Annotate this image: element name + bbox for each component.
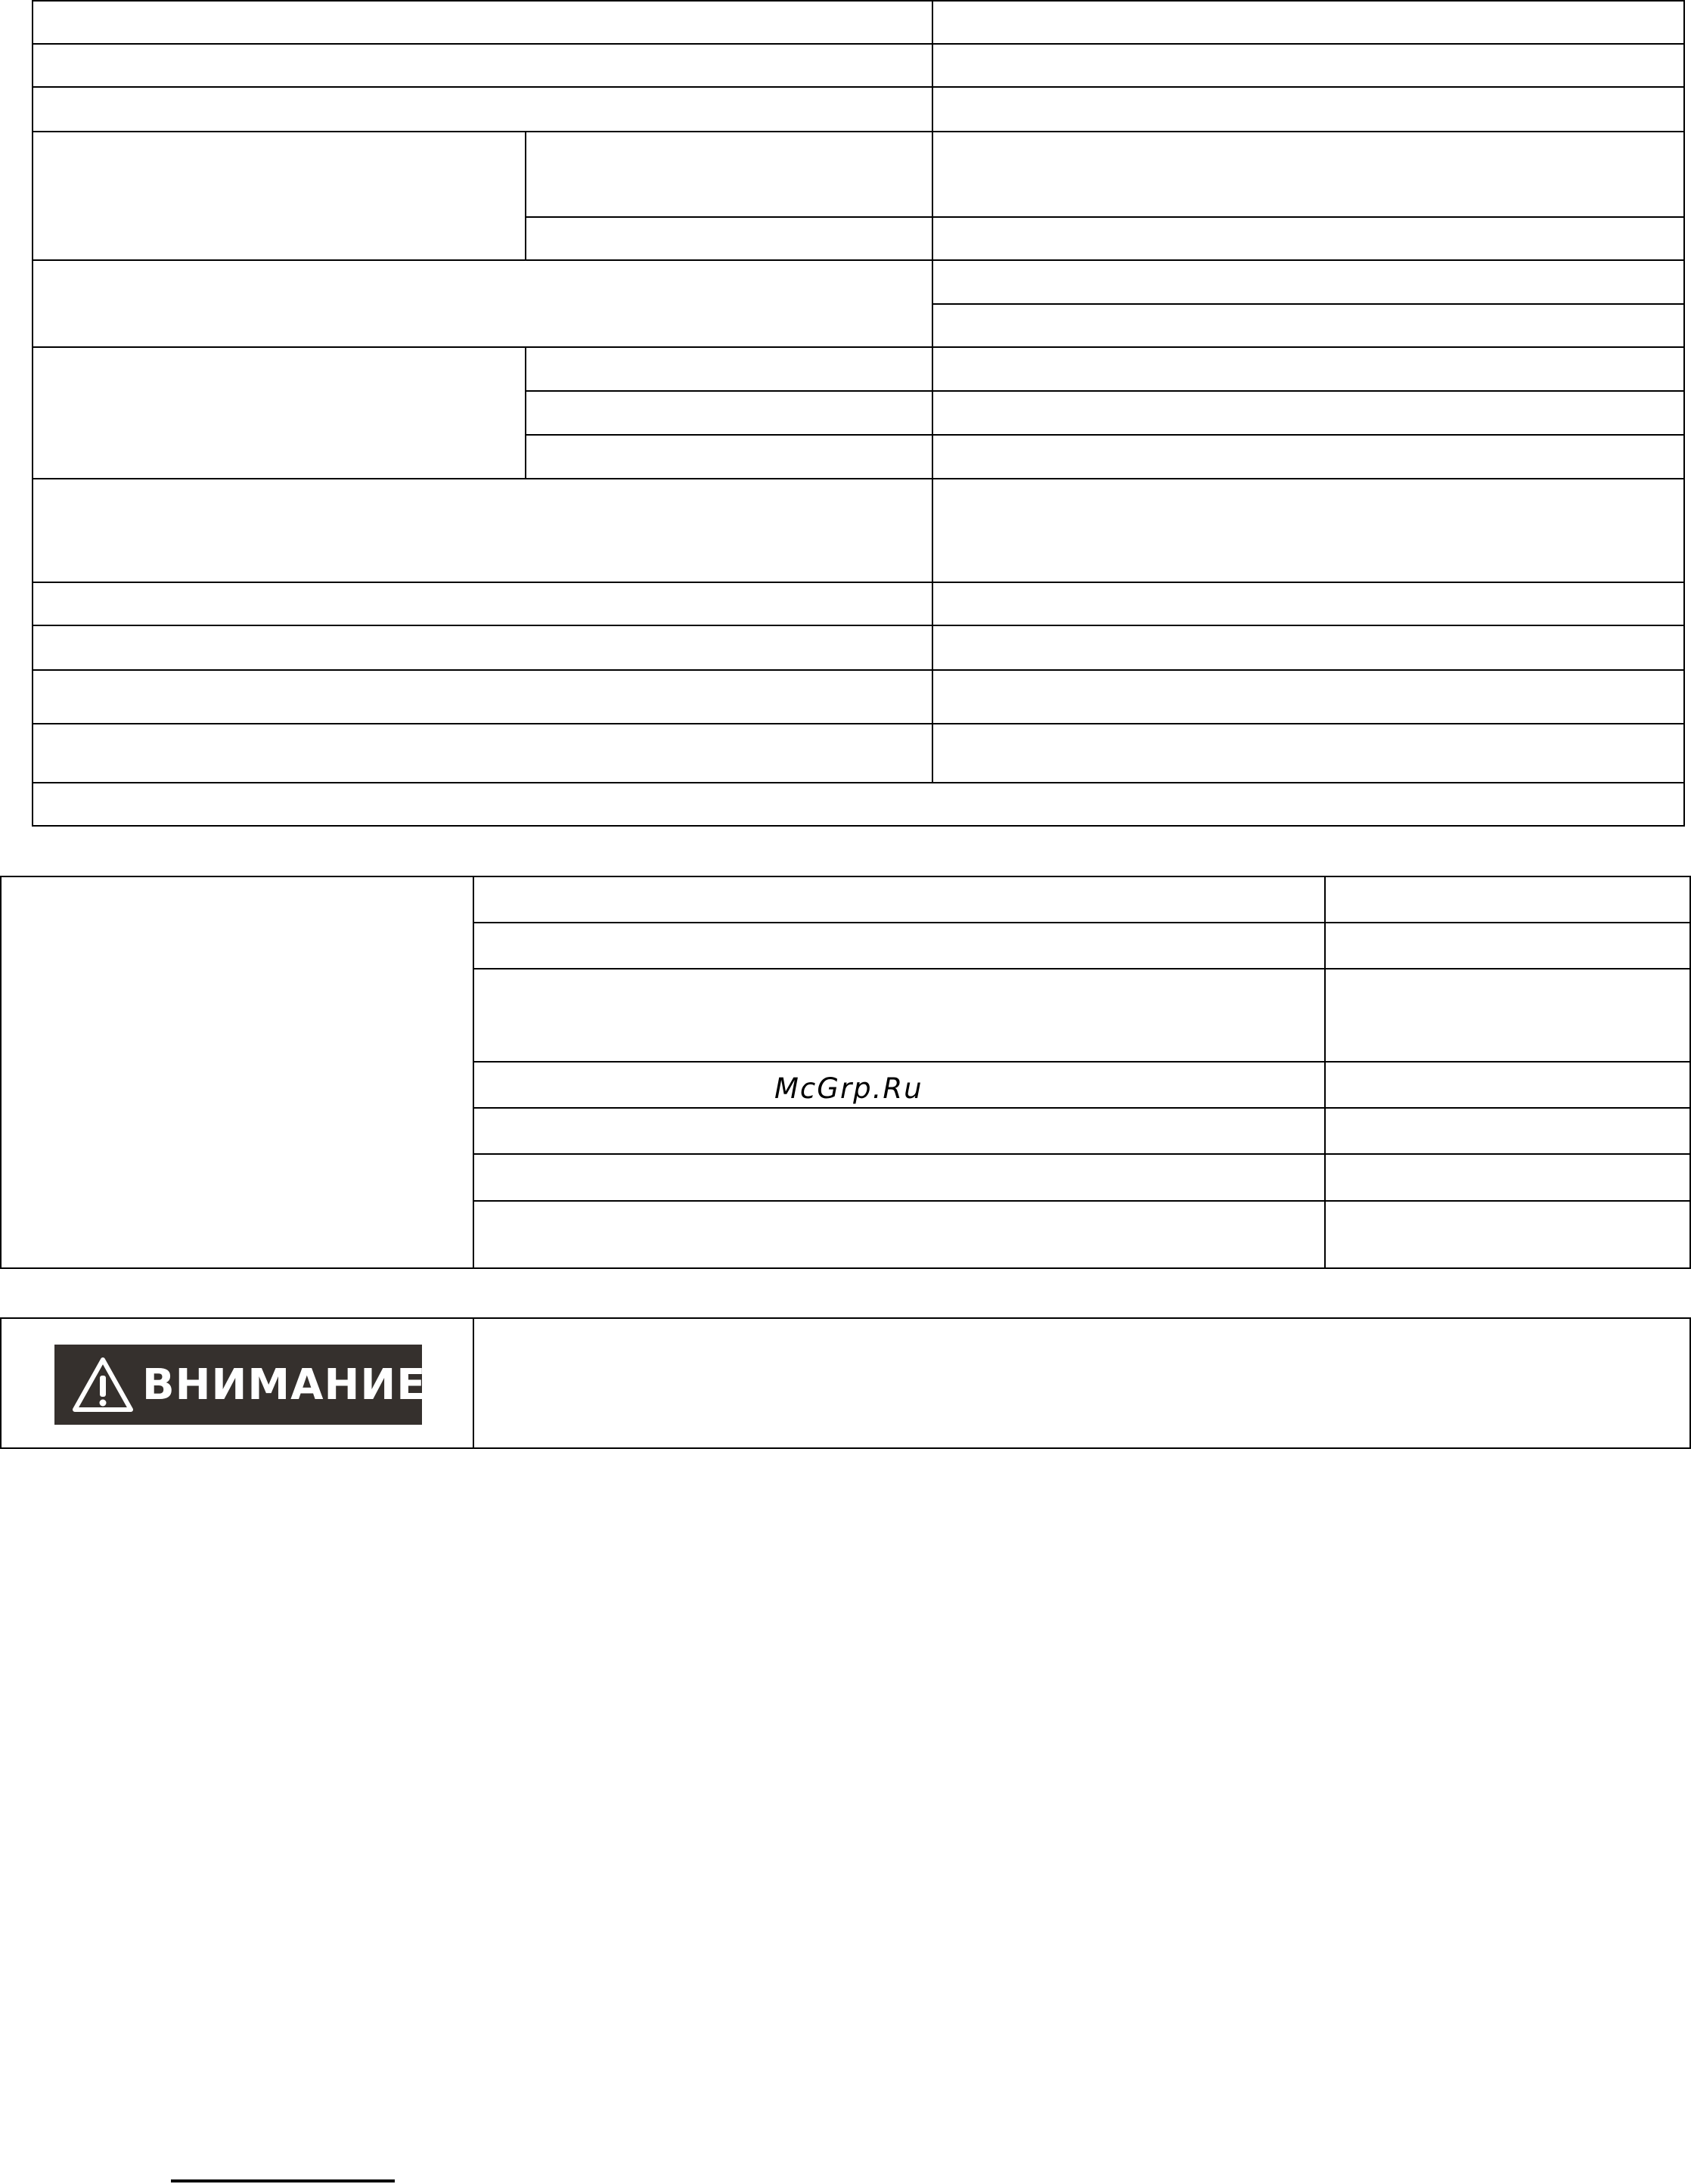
table-cell	[932, 0, 1685, 45]
table-cell	[525, 346, 933, 392]
table-cell	[473, 1317, 1691, 1449]
table-cell	[0, 876, 474, 1269]
table-cell	[32, 259, 933, 348]
table-cell	[1324, 1200, 1691, 1269]
table-cell	[525, 216, 933, 261]
table-cell	[473, 968, 1326, 1063]
table-cell	[525, 131, 933, 218]
table-cell	[32, 723, 933, 783]
table-cell	[932, 346, 1685, 392]
warning-label: ВНИМАНИЕ	[142, 1360, 427, 1410]
table-cell	[525, 434, 933, 479]
table-cell	[32, 131, 526, 261]
table-cell	[932, 478, 1685, 583]
warning-triangle-icon	[71, 1355, 135, 1414]
table-cell	[1324, 1107, 1691, 1155]
table-cell	[32, 625, 933, 671]
table-cell	[1324, 1153, 1691, 1202]
table-cell	[1324, 1061, 1691, 1109]
table-cell	[932, 723, 1685, 783]
warning-badge	[54, 1345, 427, 1425]
watermark: McGrp.Ru	[774, 1072, 923, 1105]
table-cell	[932, 303, 1685, 348]
table-cell	[32, 0, 933, 45]
table-cell	[32, 86, 933, 132]
table-cell	[1324, 922, 1691, 969]
table-cell	[932, 582, 1685, 626]
table-cell	[932, 625, 1685, 671]
table-cell	[1324, 968, 1691, 1063]
table-cell	[932, 131, 1685, 218]
footnote-divider	[171, 2179, 395, 2182]
table-cell	[32, 346, 526, 479]
table-cell	[1324, 876, 1691, 923]
table-cell	[32, 669, 933, 724]
table-cell	[32, 582, 933, 626]
table-cell	[932, 434, 1685, 479]
table-cell	[32, 782, 1685, 827]
table-cell	[932, 669, 1685, 724]
table-cell	[932, 259, 1685, 305]
table-cell	[32, 478, 933, 583]
table-cell	[473, 922, 1326, 969]
table-cell	[932, 216, 1685, 261]
table-cell	[932, 86, 1685, 132]
table-cell	[932, 43, 1685, 88]
table-cell	[473, 1153, 1326, 1202]
table-cell	[473, 1200, 1326, 1269]
table-cell	[525, 390, 933, 436]
table-cell	[32, 43, 933, 88]
table-cell	[932, 390, 1685, 436]
table-cell	[473, 876, 1326, 923]
table-cell	[473, 1107, 1326, 1155]
